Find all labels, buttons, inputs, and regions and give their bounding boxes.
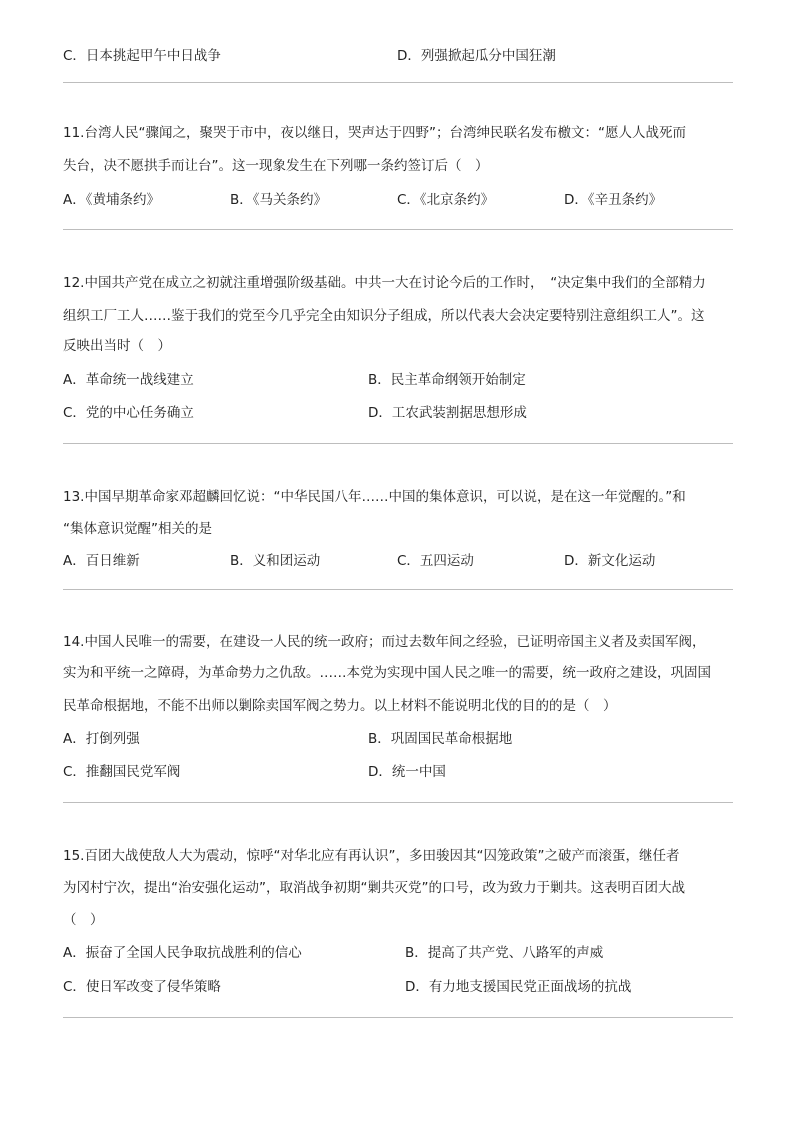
question-15-stem-line-3: （ ）	[63, 912, 104, 928]
question-14-stem-line-2: 实为和平统一之障碍，为革命势力之仇敌。……本党为实现中国人民之唯一的需要，统一政府之建设，巩固国	[63, 665, 711, 681]
divider	[63, 229, 733, 230]
question-12-option-a: A．革命统一战线建立	[63, 372, 194, 388]
question-12-option-b: B．民主革命纲领开始制定	[368, 372, 526, 388]
question-14-option-c: C．推翻国民党军阀	[63, 764, 181, 780]
question-11-stem-line-1: 11.台湾人民“骤闻之，聚哭于市中，夜以继日，哭声达于四野”；台湾绅民联名发布檄文：“愿人人战死而	[63, 125, 686, 141]
divider	[63, 82, 733, 83]
question-13-stem-line-1: 13.中国早期革命家邓超麟回忆说：“中华民国八年……中国的集体意识，可以说，是在这一年觉醒的。”和	[63, 489, 686, 505]
question-15-stem-line-1: 15.百团大战使敌人大为震动，惊呼“对华北应有再认识”，多田骏因其“囚笼政策”之破产而滚蛋，继任者	[63, 848, 680, 864]
divider	[63, 443, 733, 444]
q10-option-c: C．日本挑起甲午中日战争	[63, 48, 221, 64]
question-12-stem-line-2: 组织工厂工人……鉴于我们的党至今几乎完全由知识分子组成，所以代表大会决定要特别注意组织工人”。这	[63, 308, 705, 324]
question-15-option-a: A．振奋了全国人民争取抗战胜利的信心	[63, 945, 302, 961]
question-13-option-a: A．百日维新	[63, 553, 140, 569]
question-14-option-a: A．打倒列强	[63, 731, 140, 747]
question-11-option-d: D．《辛丑条约》	[564, 192, 663, 208]
question-15-stem-line-2: 为冈村宁次，提出“治安强化运动”，取消战争初期“剿共灭党”的口号，改为致力于剿共。这表明百团大战	[63, 880, 685, 896]
question-12-stem-line-3: 反映出当时（ ）	[63, 338, 171, 354]
divider	[63, 1017, 733, 1018]
question-14-option-b: B．巩固国民革命根据地	[368, 731, 513, 747]
question-15-option-d: D．有力地支援国民党正面战场的抗战	[405, 979, 632, 995]
question-11-option-c: C．《北京条约》	[397, 192, 495, 208]
question-12-stem-line-1: 12.中国共产党在成立之初就注重增强阶级基础。中共一大在讨论今后的工作时， “决定集中我们的全部精力	[63, 275, 706, 291]
question-14-option-d: D．统一中国	[368, 764, 446, 780]
question-14-stem-line-3: 民革命根据地，不能不出师以剿除卖国军阀之势力。以上材料不能说明北伐的目的的是（ ）	[63, 698, 617, 714]
question-11-option-b: B．《马关条约》	[230, 192, 328, 208]
question-15-option-c: C．使日军改变了侵华策略	[63, 979, 221, 995]
question-12-option-d: D．工农武装割据思想形成	[368, 405, 527, 421]
question-13-option-c: C．五四运动	[397, 553, 474, 569]
question-13-option-b: B．义和团运动	[230, 553, 321, 569]
question-14-stem-line-1: 14.中国人民唯一的需要，在建设一人民的统一政府；而过去数年间之经验，已证明帝国主义者及卖国军阀，	[63, 634, 706, 650]
question-11-option-a: A．《黄埔条约》	[63, 192, 160, 208]
question-12-option-c: C．党的中心任务确立	[63, 405, 194, 421]
divider	[63, 589, 733, 590]
question-13-stem-line-2: “集体意识觉醒”相关的是	[63, 521, 212, 537]
question-11-stem-line-2: 失台，决不愿拱手而让台”。这一现象发生在下列哪一条约签订后（ ）	[63, 158, 489, 174]
question-13-option-d: D．新文化运动	[564, 553, 656, 569]
divider	[63, 802, 733, 803]
question-15-option-b: B．提高了共产党、八路军的声威	[405, 945, 604, 961]
q10-option-d: D．列强掀起瓜分中国狂潮	[397, 48, 556, 64]
